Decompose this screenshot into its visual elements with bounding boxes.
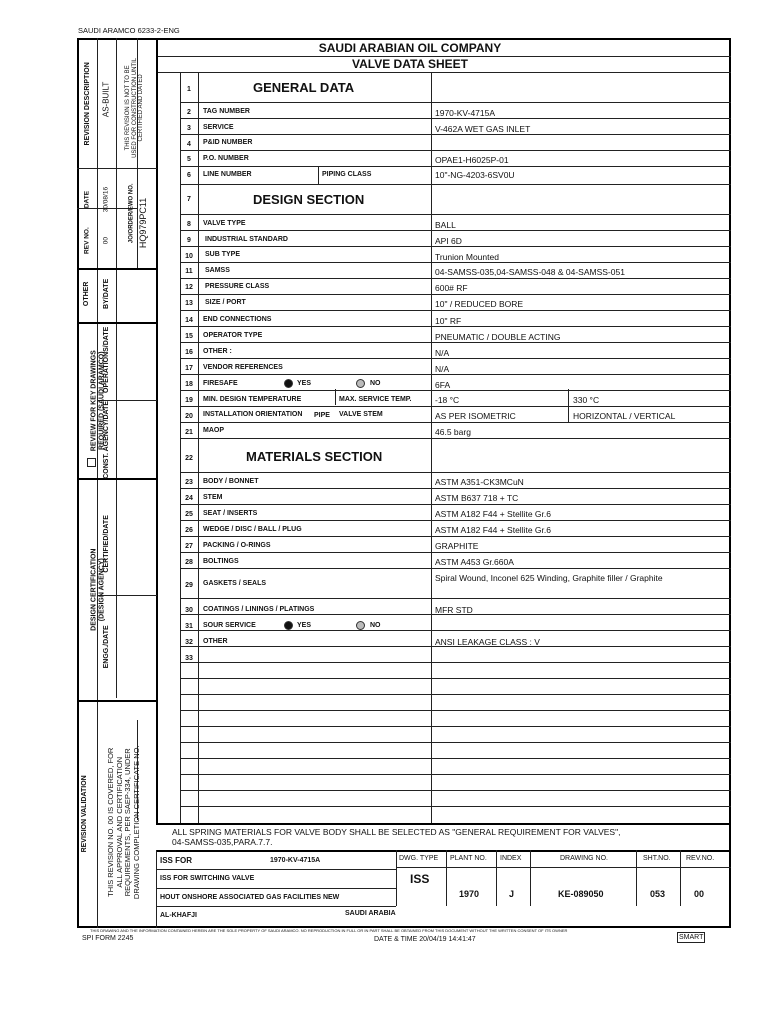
- other-value: N/A: [435, 348, 450, 358]
- row-number: 18: [185, 381, 193, 388]
- size-port-value: 10" / REDUCED BORE: [435, 299, 524, 309]
- row-number: 19: [185, 397, 193, 404]
- row-number: 23: [185, 479, 193, 486]
- packing-value: GRAPHITE: [435, 541, 479, 551]
- row-number: 15: [185, 333, 193, 340]
- design-certification-label: DESIGN CERTIFICATION (DESIGN AGENCY): [90, 548, 105, 631]
- dwg-type-value: ISS: [410, 872, 430, 886]
- firesafe-yes-radio[interactable]: [284, 379, 293, 388]
- row-number: 29: [185, 582, 193, 589]
- row-number: 13: [185, 300, 193, 307]
- valve-type-label: VALVE TYPE: [203, 220, 246, 227]
- sour-service-no-radio[interactable]: [356, 621, 365, 630]
- row-divider: [180, 374, 731, 375]
- end-connections-label: END CONNECTIONS: [203, 316, 272, 323]
- index-value: J: [509, 889, 515, 899]
- row-number: 22: [185, 455, 193, 462]
- row-divider: [180, 790, 731, 791]
- row-divider: [180, 806, 731, 807]
- row-number: 5: [187, 156, 191, 163]
- country-label: SAUDI ARABIA: [345, 910, 396, 917]
- drawing-no-value: KE-089050: [558, 889, 604, 899]
- row-number: 14: [185, 317, 193, 324]
- date-time-label: DATE & TIME 20/04/19 14:41:47: [374, 936, 476, 943]
- row-divider: [180, 102, 731, 103]
- row-number: 24: [185, 495, 193, 502]
- industrial-standard-label: INDUSTRIAL STANDARD: [205, 236, 288, 243]
- sour-service-yes-radio[interactable]: [284, 621, 293, 630]
- row-number: 10: [185, 253, 193, 260]
- row-divider: [180, 230, 731, 231]
- coatings-label: COATINGS / LININGS / PLATINGS: [203, 606, 315, 613]
- row-divider: [180, 630, 731, 631]
- boltings-label: BOLTINGS: [203, 558, 239, 565]
- row-divider: [180, 406, 731, 407]
- row-number: 9: [187, 237, 191, 244]
- tag-number-value: 1970-KV-4715A: [435, 108, 496, 118]
- smart-badge: SMART: [679, 934, 704, 941]
- firesafe-no-label: NO: [370, 380, 381, 387]
- rev-no-header: REV.NO.: [686, 855, 715, 862]
- row-number: 11: [185, 268, 193, 275]
- general-data-heading: GENERAL DATA: [253, 80, 355, 95]
- by-date-label: BY/DATE: [103, 278, 111, 309]
- engg-date-label: ENGG./DATE: [103, 625, 111, 669]
- jo-ewo-label: JO/ORDER/EWO NO.: [128, 183, 135, 244]
- stem-value: ASTM B637 718 + TC: [435, 493, 519, 503]
- row-divider: [180, 422, 731, 423]
- po-number-label: P.O. NUMBER: [203, 155, 249, 162]
- not-for-construction-note: THIS REVISION IS NOT TO BE USED FOR CONSTRUCTION UNTIL CERTIFIED AND DATED: [125, 57, 145, 158]
- location-label: AL-KHAFJI: [160, 912, 197, 919]
- service-value: V-462A WET GAS INLET: [435, 124, 531, 134]
- pressure-class-value: 600# RF: [435, 283, 468, 293]
- row-divider: [180, 504, 731, 505]
- row-divider: [180, 214, 731, 215]
- sht-no-header: SHT.NO.: [643, 855, 671, 862]
- review-key-drawings-label: REVIEW FOR KEY DRAWINGS REQUIRED (SAUDI ARAMCO): [90, 350, 105, 452]
- coatings-value: MFR STD: [435, 605, 473, 615]
- pid-number-label: P&ID NUMBER: [203, 139, 253, 146]
- row-divider: [180, 662, 731, 663]
- valve-stem-label: VALVE STEM: [339, 411, 383, 418]
- spring-materials-note: ALL SPRING MATERIALS FOR VALVE BODY SHALL BE SELECTED AS "GENERAL REQUIREMENT FOR VALVES", 04-SAMSS-035,PARA.7.7.: [172, 827, 621, 848]
- install-orientation-label: INSTALLATION ORIENTATION: [203, 411, 303, 418]
- row-divider: [180, 310, 731, 311]
- firesafe-label: FIRESAFE: [203, 380, 238, 387]
- row-divider: [180, 520, 731, 521]
- sub-type-label: SUB TYPE: [205, 251, 241, 258]
- sub-type-value: Trunion Mounted: [435, 252, 499, 262]
- row-divider: [180, 262, 731, 263]
- row-number: 2: [187, 109, 191, 116]
- row-divider: [180, 390, 731, 391]
- revision-validation-label: REVISION VALIDATION: [81, 775, 89, 853]
- po-number-value: OPAE1-H6025P-01: [435, 155, 509, 165]
- row-divider: [180, 472, 731, 473]
- spi-form-label: SPI FORM 2245: [82, 935, 134, 942]
- sht-no-value: 053: [650, 889, 666, 899]
- row-number: 4: [187, 141, 191, 148]
- const-agency-date-label: CONST. AGENCY/DATE: [103, 400, 111, 479]
- other2-label: OTHER: [203, 638, 228, 645]
- row-number: 20: [185, 413, 193, 420]
- rev-no-value: 00: [102, 236, 110, 245]
- row-divider: [180, 552, 731, 553]
- iss-switching-label: ISS FOR SWITCHING VALVE: [160, 875, 255, 882]
- row-number: 21: [185, 429, 193, 436]
- row-divider: [180, 118, 731, 119]
- row-divider: [180, 742, 731, 743]
- stem-label: STEM: [203, 494, 223, 501]
- date-label: DATE: [83, 190, 91, 209]
- operations-date-label: OPERATIONS/DATE: [103, 326, 111, 393]
- row-divider: [180, 678, 731, 679]
- drawing-no-header: DRAWING NO.: [560, 855, 608, 862]
- wedge-label: WEDGE / DISC / BALL / PLUG: [203, 526, 302, 533]
- doc-reference: SAUDI ARAMCO 6233-2-ENG: [78, 26, 180, 35]
- row-number: 16: [185, 349, 193, 356]
- row-number: 25: [185, 511, 193, 518]
- revision-validation-text: THIS REVISION NO. 00 IS COVERED, FOR ALL APPROVAL AND CERTIFICATION REQUIREMENTS, PER SAEP-334, UNDER DRAWING COMPLETION CERTIFICATE NO.: [105, 745, 141, 900]
- date-value: 30/08/16: [102, 186, 110, 213]
- min-design-temp-value: -18 °C: [435, 395, 460, 405]
- row-divider: [180, 488, 731, 489]
- index-header: INDEX: [500, 855, 522, 862]
- project-label: HOUT ONSHORE ASSOCIATED GAS FACILITIES NEW: [160, 894, 340, 901]
- rev-no-value: 00: [694, 889, 705, 899]
- valve-type-value: BALL: [435, 220, 456, 230]
- min-design-temp-label: MIN. DESIGN TEMPERATURE: [203, 396, 302, 403]
- samss-value: 04-SAMSS-035,04-SAMSS-048 & 04-SAMSS-051: [435, 267, 625, 277]
- piping-class-label: PIPING CLASS: [322, 171, 372, 178]
- row-number: 26: [185, 527, 193, 534]
- max-service-temp-value: 330 °C: [573, 395, 600, 405]
- row-divider: [180, 598, 731, 599]
- row-divider: [180, 184, 731, 185]
- row-divider: [180, 134, 731, 135]
- company-title: SAUDI ARABIAN OIL COMPANY: [318, 41, 502, 55]
- revision-description-label: REVISION DESCRIPTION: [84, 62, 92, 146]
- row-number: 28: [185, 559, 193, 566]
- row-divider: [180, 536, 731, 537]
- max-service-temp-label: MAX. SERVICE TEMP.: [339, 396, 412, 403]
- row-divider: [180, 342, 731, 343]
- operator-type-label: OPERATOR TYPE: [203, 332, 263, 339]
- row-divider: [180, 278, 731, 279]
- firesafe-yes-label: YES: [297, 380, 312, 387]
- maop-value: 46.5 barg: [435, 427, 471, 437]
- sour-service-no-label: NO: [370, 622, 381, 629]
- sour-service-label: SOUR SERVICE: [203, 622, 256, 629]
- row-number: 17: [185, 365, 193, 372]
- row-number: 3: [187, 125, 191, 132]
- tag-number-label: TAG NUMBER: [203, 108, 250, 115]
- other2-value: ANSI LEAKAGE CLASS : V: [435, 637, 540, 647]
- seat-inserts-label: SEAT / INSERTS: [203, 510, 258, 517]
- sheet-title: VALVE DATA SHEET: [351, 57, 468, 71]
- piping-class-value: 10"-NG-4203-6SV0U: [435, 170, 515, 180]
- review-checkbox[interactable]: [87, 458, 96, 467]
- as-built-label: AS-BUILT: [101, 81, 111, 118]
- firesafe-value: 6FA: [435, 380, 451, 390]
- install-orientation-value: AS PER ISOMETRIC: [435, 411, 516, 421]
- wedge-value: ASTM A182 F44 + Stellite Gr.6: [435, 525, 551, 535]
- dwg-type-header: DWG. TYPE: [399, 855, 439, 862]
- row-divider: [180, 726, 731, 727]
- row-divider: [180, 694, 731, 695]
- row-divider: [180, 246, 731, 247]
- row-divider: [180, 358, 731, 359]
- materials-section-heading: MATERIALS SECTION: [246, 449, 383, 464]
- row-divider: [180, 294, 731, 295]
- install-orientation-value2: HORIZONTAL / VERTICAL: [573, 411, 676, 421]
- other-label: OTHER: [83, 281, 91, 307]
- row-number: 8: [187, 221, 191, 228]
- certified-date-label: CERTIFIED/DATE: [103, 515, 111, 573]
- pipe-label: PIPE: [314, 412, 330, 419]
- boltings-value: ASTM A453 Gr.660A: [435, 557, 514, 567]
- plant-no-value: 1970: [459, 889, 480, 899]
- maop-label: MAOP: [203, 427, 224, 434]
- row-number: 12: [185, 284, 193, 291]
- ownership-disclaimer: THIS DRAWING AND THE INFORMATION CONTAINED HEREIN ARE THE SOLE PROPERTY OF SAUDI ARAMCO. NO REPRODUCTION IN FULL OR IN PART SHALL BE OBTAINED FROM THIS DOCUMENT WITHOUT THE WRITTEN CONSENT OF ITS OWNER: [90, 928, 568, 933]
- firesafe-no-radio[interactable]: [356, 379, 365, 388]
- other-label: OTHER :: [203, 348, 232, 355]
- design-section-heading: DESIGN SECTION: [253, 192, 365, 207]
- iss-for-label: ISS FOR: [160, 856, 193, 865]
- row-number: 30: [185, 607, 193, 614]
- gaskets-label: GASKETS / SEALS: [203, 580, 267, 587]
- jo-ewo-value: HQ979PC11: [138, 197, 149, 249]
- vendor-references-label: VENDOR REFERENCES: [203, 364, 283, 371]
- gaskets-value: Spiral Wound, Inconel 625 Winding, Graphite filler / Graphite: [435, 573, 663, 583]
- row-divider: [180, 166, 731, 167]
- row-number: 33: [185, 655, 193, 662]
- seat-inserts-value: ASTM A182 F44 + Stellite Gr.6: [435, 509, 551, 519]
- plant-no-header: PLANT NO.: [450, 855, 487, 862]
- row-divider: [180, 774, 731, 775]
- vendor-references-value: N/A: [435, 364, 450, 374]
- size-port-label: SIZE / PORT: [205, 299, 246, 306]
- row-number: 32: [185, 639, 193, 646]
- samss-label: SAMSS: [205, 267, 230, 274]
- body-bonnet-value: ASTM A351-CK3MCuN: [435, 477, 524, 487]
- row-number: 31: [185, 623, 193, 630]
- body-bonnet-label: BODY / BONNET: [203, 478, 259, 485]
- row-number: 27: [185, 543, 193, 550]
- row-divider: [180, 326, 731, 327]
- row-number: 7: [187, 196, 191, 203]
- sour-service-yes-label: YES: [297, 622, 312, 629]
- row-divider: [180, 438, 731, 439]
- row-divider: [180, 710, 731, 711]
- row-number: 1: [187, 86, 191, 93]
- row-divider: [180, 150, 731, 151]
- packing-label: PACKING / O-RINGS: [203, 542, 271, 549]
- rev-no-label: REV NO.: [83, 227, 91, 254]
- industrial-standard-value: API 6D: [435, 236, 462, 246]
- operator-type-value: PNEUMATIC / DOUBLE ACTING: [435, 332, 561, 342]
- sheet-frame: [77, 38, 731, 928]
- row-divider: [180, 568, 731, 569]
- pressure-class-label: PRESSURE CLASS: [205, 283, 270, 290]
- iss-for-value: 1970-KV-4715A: [270, 857, 321, 864]
- row-divider: [180, 758, 731, 759]
- end-connections-value: 10" RF: [435, 316, 462, 326]
- line-number-label: LINE NUMBER: [203, 171, 252, 178]
- row-number: 6: [187, 172, 191, 179]
- service-label: SERVICE: [203, 124, 234, 131]
